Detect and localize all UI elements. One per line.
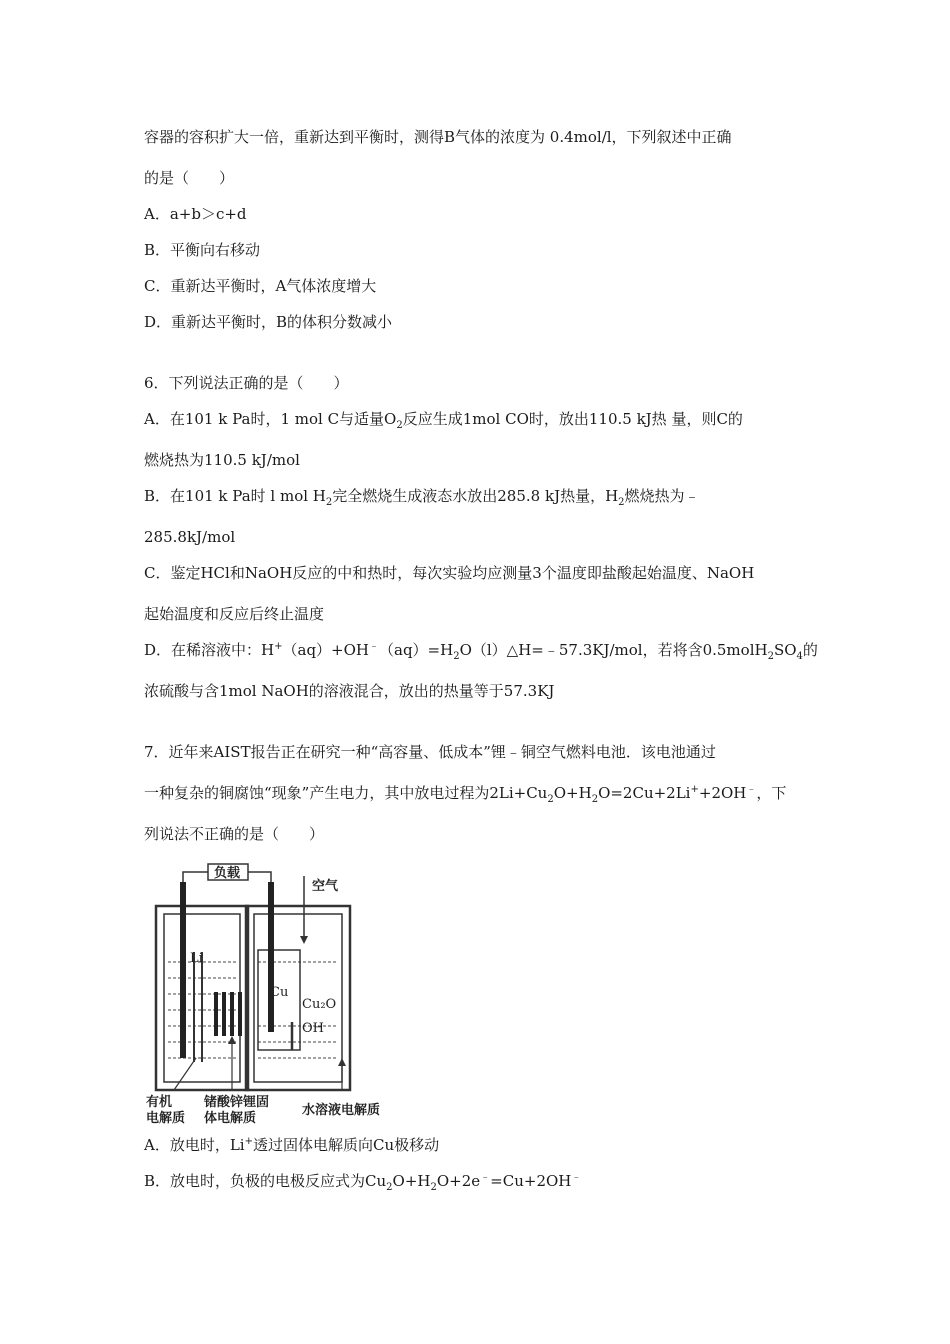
q6-option-b-line1: B．在101 k Pa时 l mol $H_2$完全燃烧生成液态水放出285.8 kJ热量，$H_2$燃烧热为﹣	[144, 487, 700, 508]
q6-option-d-line2: 浓硫酸与含1mol NaOH的溶液混合，放出的热量等于57.3KJ	[144, 682, 555, 700]
organic-electrolyte-label-2: 电解质	[146, 1111, 186, 1124]
cu-label: Cu	[270, 985, 289, 1000]
load-label: 负载	[214, 866, 241, 881]
q5-option-a: A．a+b＞c+d	[144, 205, 247, 223]
q6-option-c-line2: 起始温度和反应后终止温度	[144, 605, 325, 623]
q6-option-b-line2: 285.8kJ/mol	[144, 528, 236, 546]
q7-stem-line3: 列说法不正确的是（ ）	[144, 825, 325, 843]
air-label: 空气	[312, 879, 339, 894]
q5-option-b: B．平衡向右移动	[144, 241, 261, 259]
solid-electrolyte-label-2: 体电解质	[204, 1111, 257, 1124]
q5-stem-line1: 容器的容积扩大一倍，重新达到平衡时，测得B气体的浓度为 0.4mol/l，下列叙述中正确	[144, 128, 732, 146]
q6-option-c-line1: C．鉴定HCl和NaOH反应的中和热时，每次实验均应测量3个温度即盐酸起始温度、NaOH	[144, 564, 755, 582]
solid-electrolyte-separator	[214, 992, 242, 1036]
q5-option-c: C．重新达平衡时，A气体浓度增大	[144, 277, 377, 295]
battery-diagram	[144, 862, 406, 1124]
q6-stem: 6．下列说法正确的是（ ）	[144, 374, 349, 392]
cu2o-label: Cu₂O	[302, 997, 337, 1012]
li-electrode	[180, 882, 186, 1058]
li-label: Li	[190, 951, 203, 966]
q5-stem-line2: 的是（ ）	[144, 169, 235, 187]
cu-electrode-chamber	[258, 950, 300, 1050]
solid-electrolyte-label-1: 锗酸锌锂固	[204, 1095, 270, 1110]
q5-option-d: D．重新达平衡时，B的体积分数减小	[144, 313, 393, 331]
q7-stem-line2: 一种复杂的铜腐蚀“现象”产生电力，其中放电过程为$2Li+Cu_2O+H_2O=2Cu+2Li^++2OH^﹣$，下	[144, 784, 787, 805]
organic-electrolyte-label-1: 有机	[146, 1095, 173, 1110]
q7-stem-line1: 7．近年来AIST报告正在研究一种“高容量、低成本”锂﹣铜空气燃料电池．该电池通过	[144, 743, 716, 761]
q7-option-a: A．放电时，Li+透过固体电解质向Cu极移动	[144, 1136, 440, 1154]
cu-electrode	[268, 882, 274, 1032]
q6-option-a-line2: 燃烧热为110.5 kJ/mol	[144, 451, 300, 469]
q7-option-b: B．放电时，负极的电极反应式为$Cu_2O+H_2O+2e^﹣=Cu+2OH^﹣$	[144, 1172, 582, 1193]
q6-option-a-line1: A．在101 k Pa时，1 mol C与适量$O_2$反应生成1mol CO时，放出110.5 kJ热 量，则C的	[144, 410, 743, 431]
aqueous-electrolyte-label: 水溶液电解质	[302, 1103, 381, 1118]
oh-label: OH	[302, 1021, 324, 1036]
q6-option-d-line1: D．在稀溶液中：$H^+(aq)+OH^﹣(aq)=H_2O(l)\triangle H=﹣57.3KJ$/mol，若将含$0.5molH_2SO_4$的	[144, 641, 818, 662]
